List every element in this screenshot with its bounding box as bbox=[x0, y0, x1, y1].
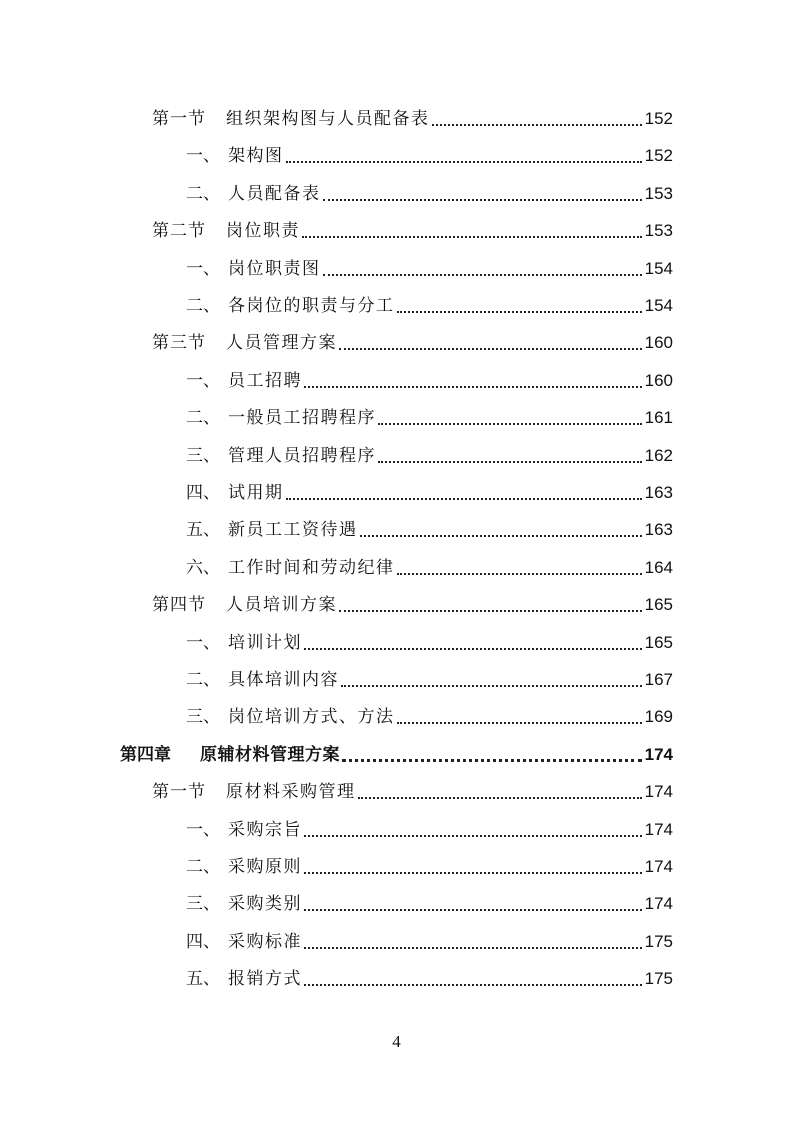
toc-entry-number: 第四节 bbox=[152, 595, 206, 616]
toc-entry-number: 一、 bbox=[186, 370, 220, 391]
toc-entry-item[interactable] bbox=[186, 399, 673, 436]
toc-entry-number: 一、 bbox=[186, 632, 220, 653]
toc-entry-title: 培训计划 bbox=[228, 632, 302, 653]
toc-entry-number: 一、 bbox=[186, 819, 220, 840]
dot-leader bbox=[304, 872, 642, 874]
toc-entry-page: 174 bbox=[644, 782, 673, 802]
toc-entry-section[interactable] bbox=[152, 586, 673, 623]
dot-leader bbox=[339, 348, 642, 350]
toc-entry-title: 采购原则 bbox=[228, 857, 302, 877]
toc-entry-page: 174 bbox=[644, 744, 673, 764]
toc-entry-item[interactable] bbox=[186, 549, 673, 586]
dot-leader bbox=[304, 386, 642, 388]
toc-entry-item[interactable] bbox=[186, 661, 673, 698]
toc-entry-number: 三、 bbox=[186, 894, 220, 915]
dot-leader bbox=[304, 648, 642, 650]
toc-entry-item[interactable] bbox=[186, 698, 673, 735]
toc-entry-title: 组织架构图与人员配备表 bbox=[226, 109, 430, 129]
toc-entry-page: 160 bbox=[644, 333, 673, 353]
toc-entry-number: 四、 bbox=[186, 931, 220, 952]
dot-leader bbox=[342, 759, 642, 762]
toc-entry-title: 岗位培训方式、方法 bbox=[228, 707, 395, 728]
toc-entry-number: 五、 bbox=[186, 969, 220, 990]
toc-entry-number: 四、 bbox=[186, 483, 220, 503]
toc-entry-page: 162 bbox=[644, 445, 673, 465]
toc-entry-title: 原材料采购管理 bbox=[226, 782, 356, 803]
toc-entry-page: 167 bbox=[644, 670, 673, 689]
toc-entry-page: 174 bbox=[644, 857, 673, 876]
dot-leader bbox=[397, 311, 642, 313]
toc-entry-item[interactable] bbox=[186, 175, 673, 212]
toc-entry-number: 第一节 bbox=[152, 782, 206, 803]
toc-entry-page: 165 bbox=[644, 595, 673, 615]
toc-entry-title: 采购类别 bbox=[228, 894, 302, 915]
toc-entry-page: 161 bbox=[644, 408, 673, 428]
toc-entry-page: 175 bbox=[644, 931, 673, 951]
toc-entry-page: 153 bbox=[644, 183, 673, 203]
toc-entry-item[interactable] bbox=[186, 287, 673, 324]
toc-entry-item[interactable] bbox=[186, 624, 673, 661]
toc-entry-number: 二、 bbox=[186, 296, 220, 316]
dot-leader bbox=[378, 423, 642, 425]
toc-entry-item[interactable] bbox=[186, 137, 673, 174]
toc-entry-title: 采购标准 bbox=[228, 931, 302, 952]
dot-leader bbox=[304, 947, 642, 949]
toc-entry-number: 第一节 bbox=[152, 109, 206, 129]
toc-entry-title: 具体培训内容 bbox=[228, 670, 339, 690]
dot-leader bbox=[397, 722, 642, 724]
toc-entry-item[interactable] bbox=[186, 511, 673, 548]
dot-leader bbox=[286, 161, 642, 163]
toc-entry-page: 153 bbox=[644, 221, 673, 241]
toc-entry-number: 二、 bbox=[186, 670, 220, 690]
toc-entry-number: 二、 bbox=[186, 408, 220, 429]
dot-leader bbox=[432, 124, 642, 126]
toc-entry-item[interactable] bbox=[186, 848, 673, 885]
toc-entry-title: 采购宗旨 bbox=[228, 819, 302, 840]
toc-entry-chapter[interactable] bbox=[120, 736, 673, 773]
toc-entry-page: 169 bbox=[644, 707, 673, 727]
toc-entry-title: 新员工工资待遇 bbox=[228, 520, 358, 541]
toc-entry-page: 174 bbox=[644, 819, 673, 839]
toc-entry-page: 152 bbox=[644, 109, 673, 128]
toc-entry-page: 164 bbox=[644, 557, 673, 577]
toc-entry-item[interactable] bbox=[186, 362, 673, 399]
toc-entry-number: 一、 bbox=[186, 258, 220, 279]
toc-entry-page: 165 bbox=[644, 632, 673, 652]
toc-entry-title: 管理人员招聘程序 bbox=[228, 445, 376, 466]
toc-entry-title: 人员管理方案 bbox=[226, 333, 337, 354]
toc-entry-item[interactable] bbox=[186, 437, 673, 474]
dot-leader bbox=[302, 236, 642, 238]
dot-leader bbox=[360, 535, 642, 537]
toc-entry-number: 五、 bbox=[186, 520, 220, 541]
toc-entry-item[interactable] bbox=[186, 250, 673, 287]
toc-entry-page: 160 bbox=[644, 370, 673, 390]
dot-leader bbox=[304, 835, 642, 837]
dot-leader bbox=[397, 573, 642, 575]
toc-entry-number: 二、 bbox=[186, 183, 220, 204]
toc-entry-number: 第四章 bbox=[120, 744, 171, 765]
toc-entry-title: 岗位职责图 bbox=[228, 258, 321, 279]
dot-leader bbox=[339, 610, 642, 612]
toc-entry-title: 岗位职责 bbox=[226, 221, 300, 242]
toc-entry-item[interactable] bbox=[186, 474, 673, 511]
dot-leader bbox=[286, 498, 642, 500]
dot-leader bbox=[341, 685, 642, 687]
toc-entry-title: 报销方式 bbox=[228, 969, 302, 990]
dot-leader bbox=[323, 199, 642, 201]
toc-entry-title: 各岗位的职责与分工 bbox=[228, 296, 395, 316]
toc-entry-number: 第三节 bbox=[152, 333, 206, 354]
toc-entry-section[interactable] bbox=[152, 773, 673, 810]
toc-entry-number: 六、 bbox=[186, 557, 220, 578]
toc-entry-item[interactable] bbox=[186, 923, 673, 960]
toc-entry-item[interactable] bbox=[186, 811, 673, 848]
toc-entry-title: 工作时间和劳动纪律 bbox=[228, 557, 395, 578]
dot-leader bbox=[378, 461, 642, 463]
toc-entry-section[interactable] bbox=[152, 100, 673, 137]
toc-entry-section[interactable] bbox=[152, 212, 673, 249]
toc-entry-number: 二、 bbox=[186, 857, 220, 877]
toc-entry-title: 一般员工招聘程序 bbox=[228, 408, 376, 429]
toc-entry-number: 三、 bbox=[186, 707, 220, 728]
toc-entry-title: 架构图 bbox=[228, 146, 284, 167]
toc-entry-page: 152 bbox=[644, 146, 673, 166]
dot-leader bbox=[304, 984, 642, 986]
toc-entry-page: 163 bbox=[644, 483, 673, 502]
page-number: 4 bbox=[392, 1032, 401, 1051]
toc-entry-title: 试用期 bbox=[228, 483, 284, 503]
toc-entry-section[interactable] bbox=[152, 324, 673, 361]
toc-entry-title: 人员配备表 bbox=[228, 183, 321, 204]
toc-entry-item[interactable] bbox=[186, 960, 673, 997]
toc-entry-page: 174 bbox=[644, 894, 673, 914]
toc-entry-page: 163 bbox=[644, 520, 673, 540]
dot-leader bbox=[358, 797, 642, 799]
toc-entry-title: 人员培训方案 bbox=[226, 595, 337, 616]
toc-entry-page: 154 bbox=[644, 296, 673, 315]
dot-leader bbox=[304, 909, 642, 911]
toc-entry-number: 第二节 bbox=[152, 221, 206, 242]
dot-leader bbox=[323, 274, 642, 276]
toc-entry-page: 175 bbox=[644, 969, 673, 989]
toc-entry-item[interactable] bbox=[186, 885, 673, 922]
toc-entry-number: 一、 bbox=[186, 146, 220, 167]
toc-entry-title: 员工招聘 bbox=[228, 370, 302, 391]
toc-entry-number: 三、 bbox=[186, 445, 220, 466]
toc-entry-page: 154 bbox=[644, 258, 673, 278]
toc-entry-title: 原辅材料管理方案 bbox=[200, 744, 340, 765]
